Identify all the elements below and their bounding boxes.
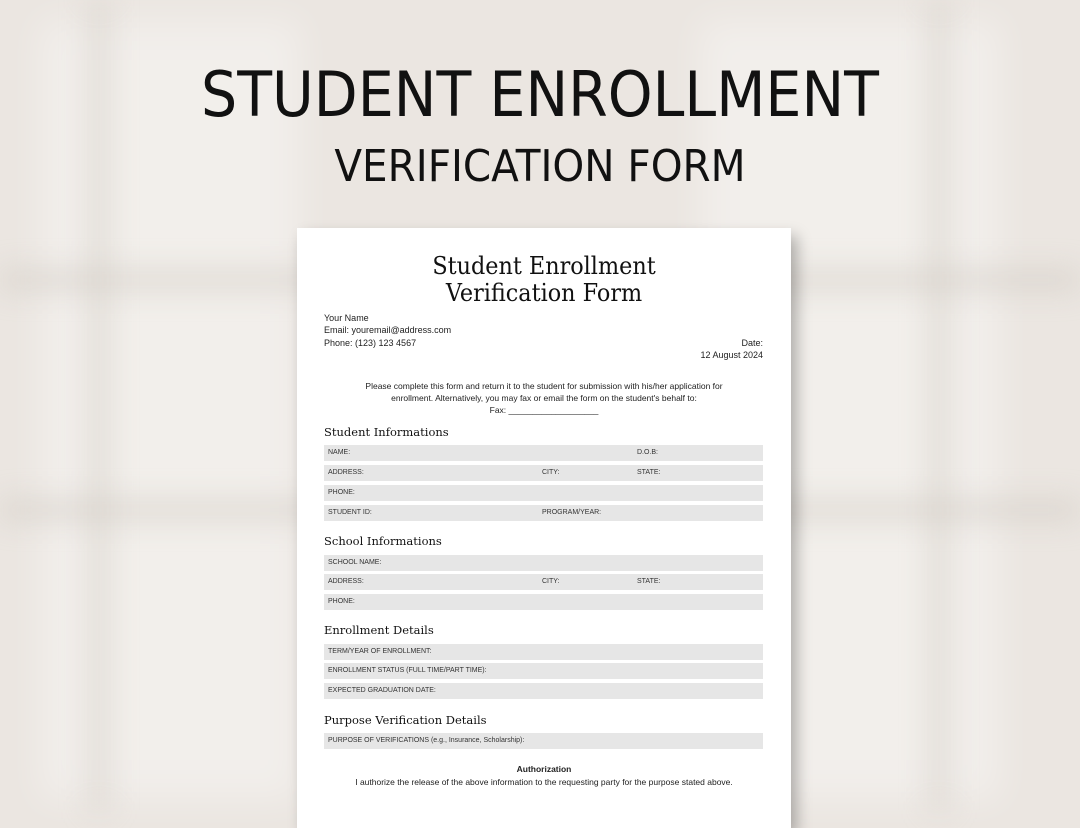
authorization-title: Authorization <box>516 764 572 774</box>
field-row-purpose[interactable] <box>324 733 763 749</box>
section-title-enrollment: Enrollment Details <box>324 623 434 637</box>
field-row-student-id[interactable] <box>324 505 763 521</box>
field-label-student-id: STUDENT ID: <box>328 509 372 516</box>
field-label-enrollment-status: ENROLLMENT STATUS (FULL TIME/PART TIME): <box>328 667 487 674</box>
section-title-school: School Informations <box>324 534 442 548</box>
field-row-address[interactable] <box>324 465 763 481</box>
date-value: 12 August 2024 <box>700 350 763 360</box>
fax-line: Fax: ___________________ <box>489 405 599 415</box>
field-label-school-name: SCHOOL NAME: <box>328 559 382 566</box>
instructions-line1: Please complete this form and return it to the student for submission with his/her application for <box>365 381 723 391</box>
date-label: Date: <box>741 338 763 348</box>
document-title-line2: Verification Form <box>445 279 643 307</box>
field-row-school-address[interactable] <box>324 574 763 590</box>
authorization-text: I authorize the release of the above information to the requesting party for the purpose stated above. <box>355 777 733 787</box>
field-label-school-phone: PHONE: <box>328 598 355 605</box>
field-label-school-state: STATE: <box>637 578 661 585</box>
hero-title: STUDENT ENROLLMENT <box>201 58 879 131</box>
section-title-student: Student Informations <box>324 425 449 439</box>
field-row-term-year[interactable] <box>324 644 763 660</box>
field-row-school-name[interactable] <box>324 555 763 571</box>
field-label-name: NAME: <box>328 449 351 456</box>
field-label-program-year: PROGRAM/YEAR: <box>542 509 602 516</box>
field-label-city: CITY: <box>542 469 560 476</box>
instructions-line2: enrollment. Alternatively, you may fax or email the form on the student's behalf to: <box>391 393 697 403</box>
field-label-school-address: ADDRESS: <box>328 578 364 585</box>
form-sheet <box>297 228 791 828</box>
field-label-school-city: CITY: <box>542 578 560 585</box>
field-row-school-phone[interactable] <box>324 594 763 610</box>
field-label-address: ADDRESS: <box>328 469 364 476</box>
field-row-graduation-date[interactable] <box>324 683 763 699</box>
field-label-dob: D.O.B: <box>637 449 659 456</box>
field-row-name[interactable] <box>324 445 763 461</box>
field-label-phone: PHONE: <box>328 489 355 496</box>
field-label-term-year: TERM/YEAR OF ENROLLMENT: <box>328 648 432 655</box>
field-label-graduation-date: EXPECTED GRADUATION DATE: <box>328 687 436 694</box>
hero-subtitle: VERIFICATION FORM <box>334 141 746 192</box>
section-title-purpose: Purpose Verification Details <box>324 713 487 727</box>
sender-name: Your Name <box>324 313 369 323</box>
sender-phone: Phone: (123) 123 4567 <box>324 338 417 348</box>
field-row-enrollment-status[interactable] <box>324 663 763 679</box>
field-label-purpose: PURPOSE OF VERIFICATIONS (e.g., Insurance, Scholarship): <box>328 737 525 744</box>
sender-email: Email: youremail@address.com <box>324 325 452 335</box>
document-title-line1: Student Enrollment <box>432 252 656 280</box>
field-label-state: STATE: <box>637 469 661 476</box>
background-light <box>40 20 300 800</box>
field-row-phone[interactable] <box>324 485 763 501</box>
